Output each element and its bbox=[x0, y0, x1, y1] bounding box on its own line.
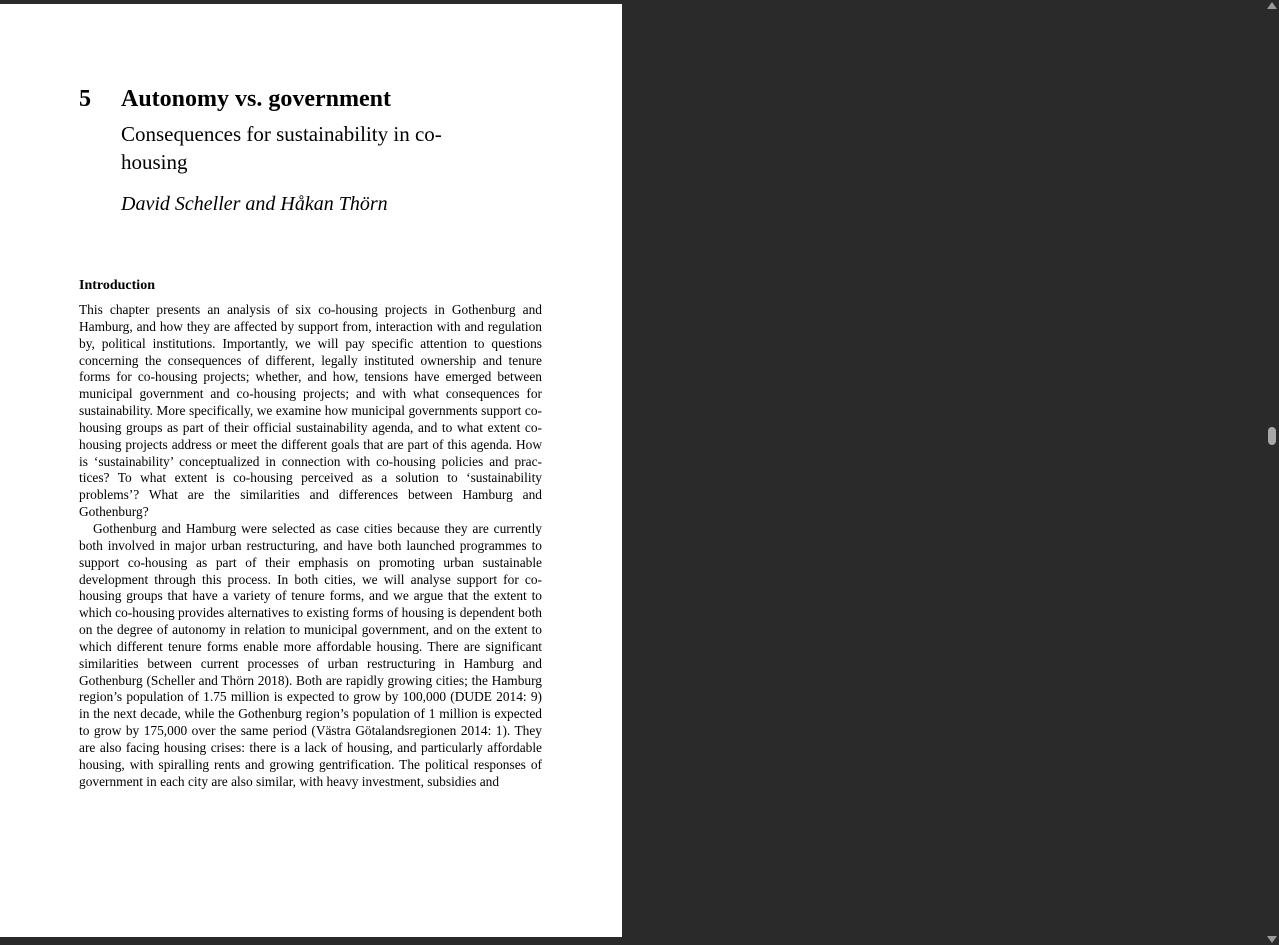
chapter-number: 5 bbox=[79, 86, 91, 112]
scrollbar-thumb[interactable] bbox=[1268, 427, 1276, 445]
chapter-title: Autonomy vs. government bbox=[121, 86, 391, 112]
paragraph: Gothenburg and Hamburg were selected as case cities because they are currently both involved in major urban restructuring, and have both launched programmes to support co-housing as part of their emphasis on promoting urban sustainable development through this process. In both cities, we will analyse support for co-housing groups that have a variety of tenure forms, and we argue that the extent to which co-housing provides alternatives to existing forms of housing is dependent both on the degree of autonomy in relation to municipal government, and on the extent to which different tenure forms enable more affordable housing. There are significant similarities between current processes of urban restructuring in Hamburg and Gothenburg (Scheller and Thörn 2018). Both are rapidly growing cities; the Hamburg region’s population of 1.75 million is expected to grow by 100,000 (DUDE 2014: 9) in the next decade, while the Gothenburg region’s population of 1 million is expected to grow by 175,000 over the same period (Västra Götalandsregionen 2014: 1). They are also facing housing crises: there is a lack of housing, and particularly affordable housing, with spiralling rents and growing gentrification. The political responses of government in each city are also similar, with heavy investment, subsidies and bbox=[79, 520, 542, 789]
document-page bbox=[0, 4, 622, 937]
chapter-subtitle: Consequences for sustainability in co-housing bbox=[121, 122, 442, 174]
scroll-down-icon[interactable] bbox=[1267, 936, 1277, 943]
chapter-authors: David Scheller and Håkan Thörn bbox=[121, 193, 388, 215]
scroll-up-icon[interactable] bbox=[1267, 2, 1277, 9]
body-text bbox=[79, 302, 542, 790]
section-heading: Introduction bbox=[79, 278, 155, 293]
vertical-scrollbar[interactable] bbox=[1265, 0, 1279, 945]
paragraph: This chapter presents an analysis of six co-housing projects in Gothenburg and Hamburg, and how they are affected by support from, interaction with and regulation by, political institutions. Importantly, we will pay specific attention to questions concerning the consequences of different, legally instituted ownership and tenure forms for co-housing projects; whether, and how, tensions have emerged between municipal government and co-housing projects; and with what consequences for sustainability. More specifically, we examine how municipal governments support co-housing groups as part of their official sustainability agenda, and to what extent co-housing projects address or meet the different goals that are part of this agenda. How is ‘sustainability’ conceptualized in connection with co-housing policies and practices? To what extent is co-housing perceived as a solution to ‘sustainability problems’? What are the similarities and differences between Hamburg and Gothenburg? bbox=[79, 302, 542, 520]
